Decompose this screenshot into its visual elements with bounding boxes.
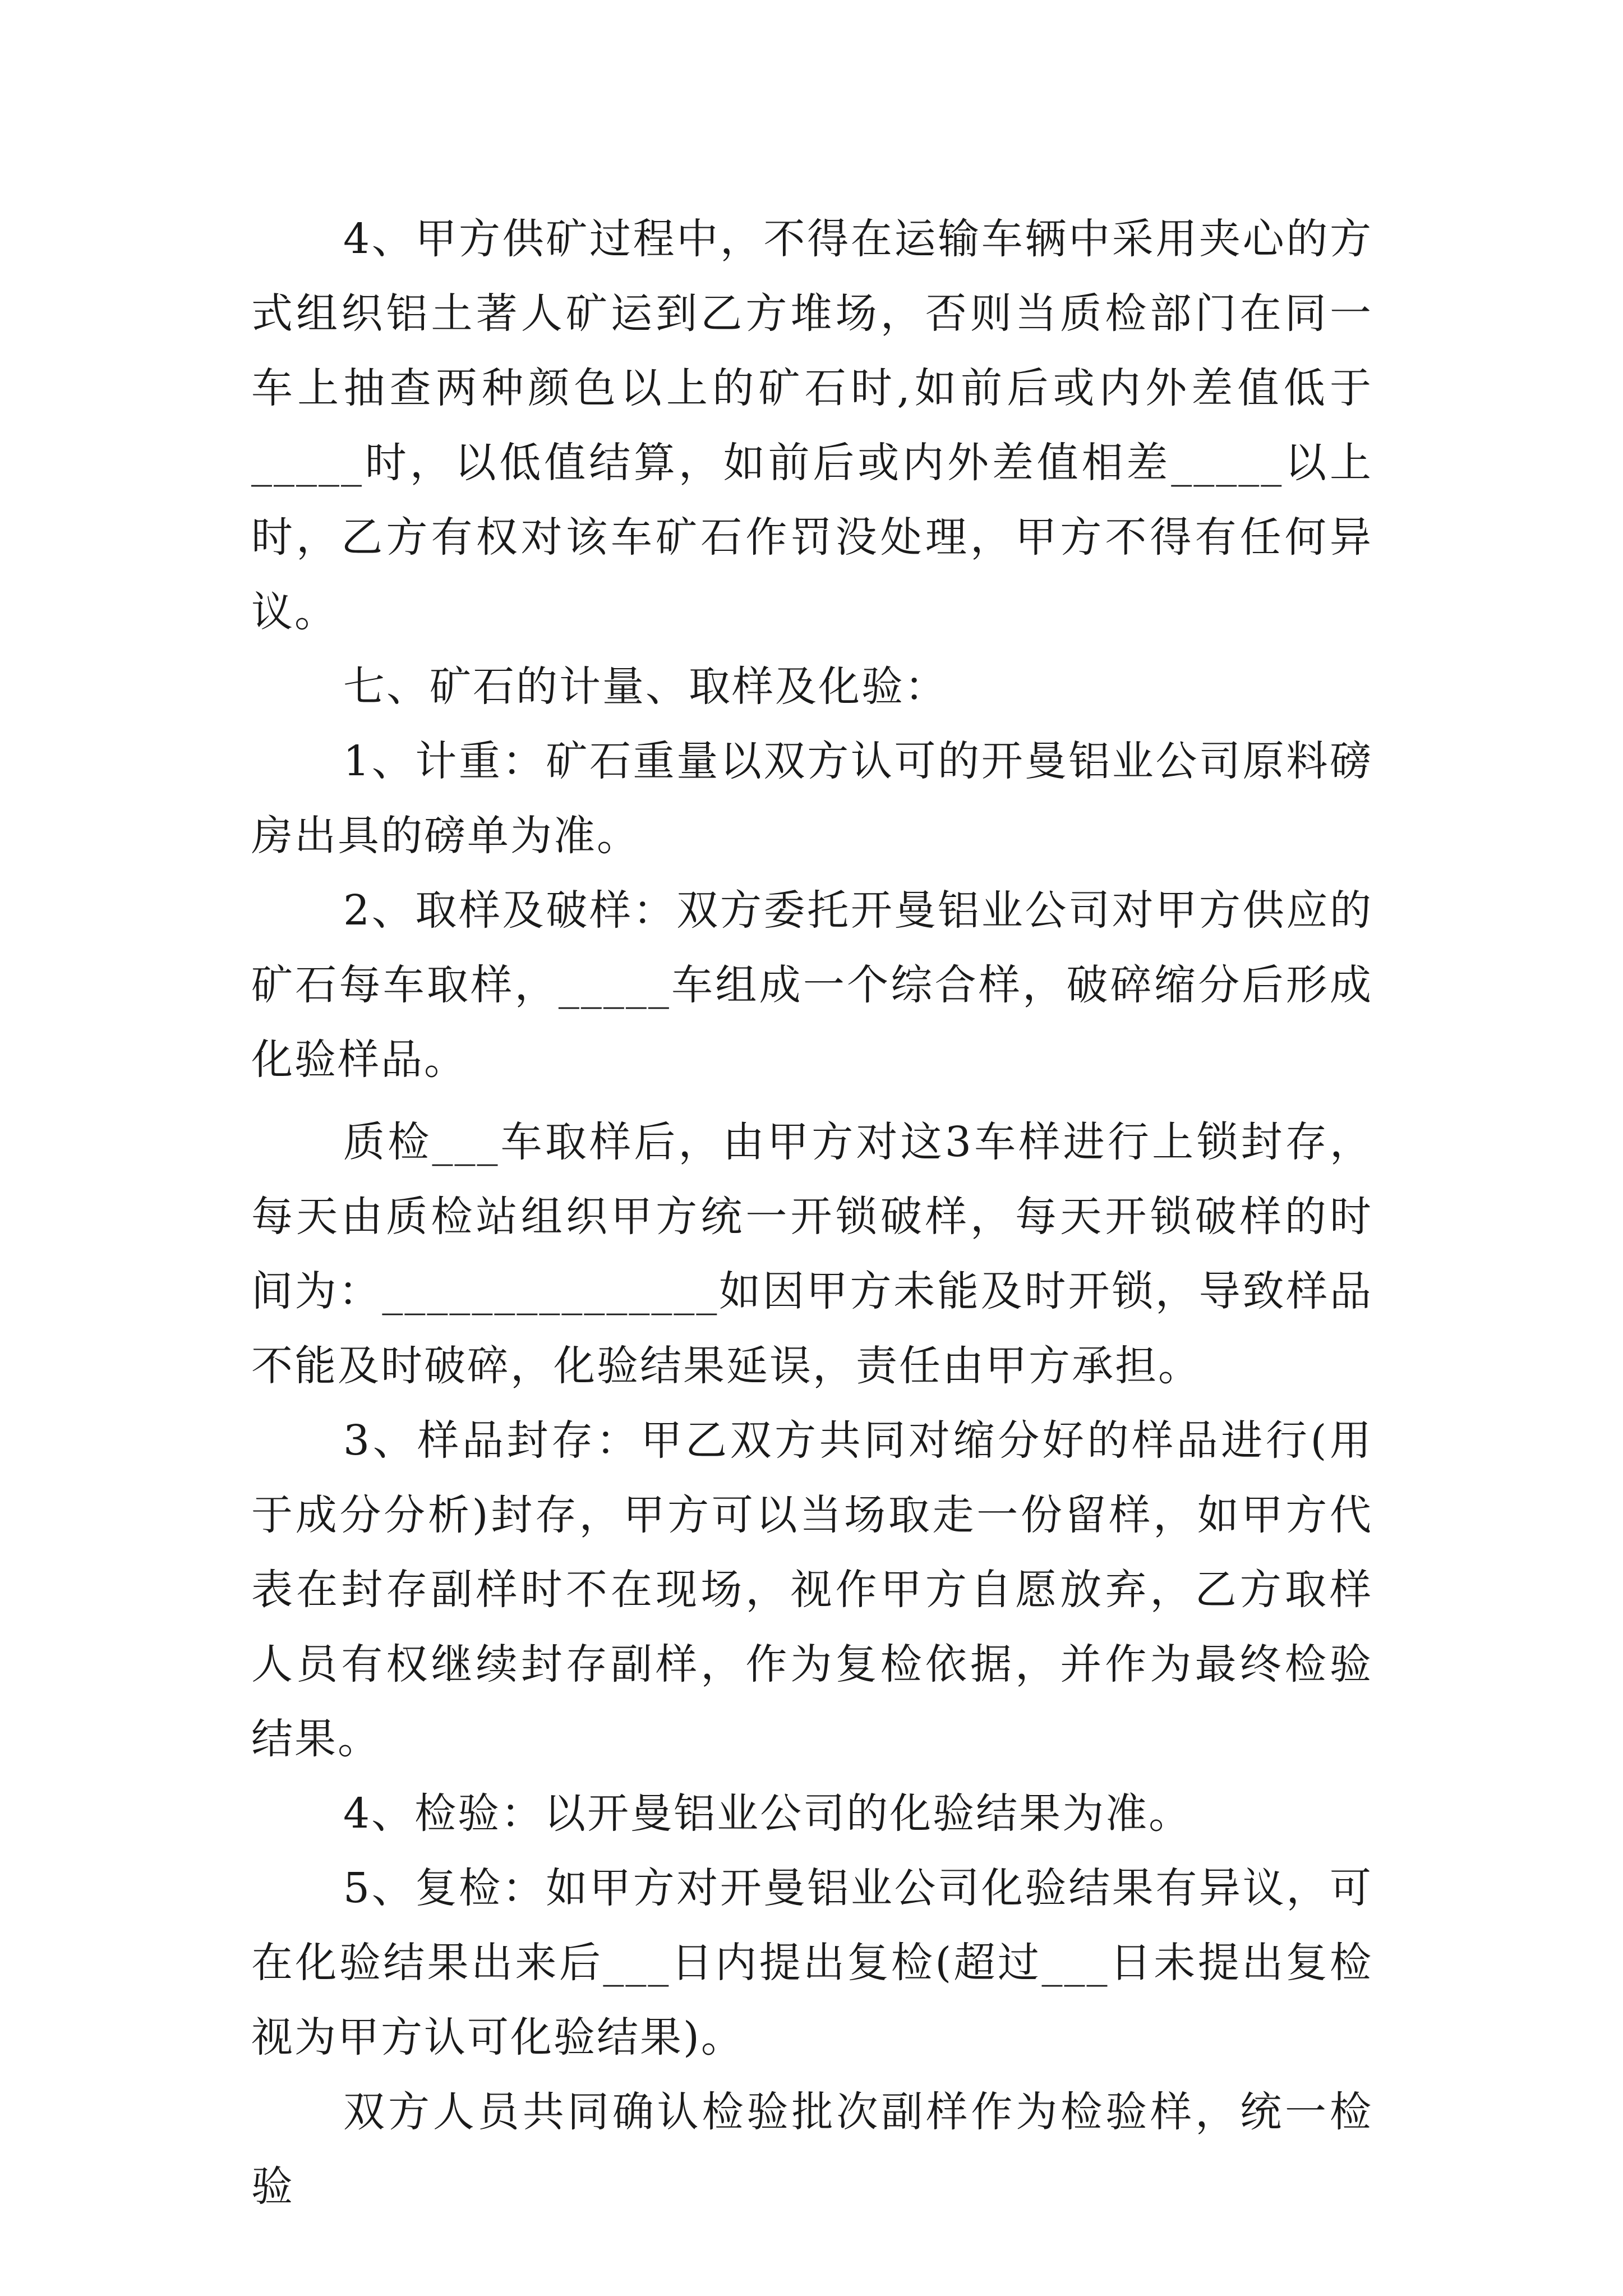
paragraph-joint-confirmation: 双方人员共同确认检验批次副样作为检验样，统一检验 [251, 2088, 1373, 2211]
document-body [251, 202, 1373, 2224]
paragraph-reinspection: 5、复检：如甲方对开曼铝业公司化验结果有异议，可在化验结果出来后___日内提出复检(超过___日未提出复检视为甲方认可化验结果)。 [251, 1864, 1373, 2062]
paragraph-weighing: 1、计重：矿石重量以双方认可的开曼铝业公司原料磅房出具的磅单为准。 [251, 737, 1373, 860]
paragraph-sampling: 2、取样及破样：双方委托开曼铝业公司对甲方供应的矿石每车取样，_____车组成一个综合样，破碎缩分后形成化验样品。 [251, 886, 1373, 1084]
paragraph-sample-sealing: 3、样品封存：甲乙双方共同对缩分好的样品进行(用于成分分析)封存，甲方可以当场取走一份留样，如甲方代表在封存副样时不在现场，视作甲方自愿放弃，乙方取样人员有权继续封存副样，作为复检依据，并作为最终检验结果。 [251, 1416, 1373, 1763]
paragraph-quality-check: 质检___车取样后，由甲方对这3车样进行上锁封存，每天由质检站组织甲方统一开锁破样，每天开锁破样的时间为：_______________如因甲方未能及时开锁，导致样品不能及时破碎，化验结果延误，责任由甲方承担。 [251, 1118, 1373, 1390]
section-heading-measurement: 七、矿石的计量、取样及化验： [343, 662, 948, 711]
paragraph-inspection: 4、检验：以开曼铝业公司的化验结果为准。 [343, 1789, 1192, 1838]
paragraph-supply-clause-4: 4、甲方供矿过程中，不得在运输车辆中采用夹心的方式组织铝土著人矿运到乙方堆场，否则当质检部门在同一车上抽查两种颜色以上的矿石时,如前后或内外差值低于_____时，以低值结算，如前后或内外差值相差_____以上时，乙方有权对该车矿石作罚没处理，甲方不得有任何异议。 [251, 215, 1373, 636]
